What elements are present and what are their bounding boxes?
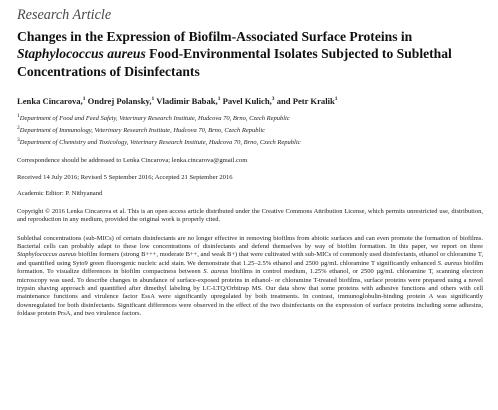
affiliation-list — [17, 112, 483, 148]
abstract-text: biofilms in control medium, 1.25% ethanol, or 2500 µg/mL chloramine T, scanning electron microscopy was used. To describe changes in abundance of surface-exposed proteins in ethanol- or chloramine T-treated biofilms, surface proteins were prepared using a novel trypsin shaving approach and quantified after dimethyl labeling by LC-LTQ/Orbitrap MS. Our data show that some proteins with adhesive functions and others with cell maintenance functions and virulence factor EssA were significantly upregulated by both treatments. In contrast, immunoglobulin-binding protein A was significantly downregulated for both disinfectants. Significant differences were observed in the effect of the two disinfectants on the expression of surface proteins including some adhesins, foldase protein PrsA, and two virulence factors. — [17, 268, 483, 318]
title-text-part1: Changes in the Expression of Biofilm-Associated Surface Proteins in — [17, 29, 413, 44]
affiliation-item — [17, 136, 483, 148]
affiliation-item — [17, 124, 483, 136]
copyright-notice: Copyright © 2016 Lenka Cincarova et al. This is an open access article distributed under the Creative Commons Attribution License, which permits unrestricted use, distribution, and reproduction in any medium, provided the original work is properly cited. — [17, 207, 483, 224]
correspondence-note: Correspondence should be addressed to Lenka Cincarova; lenka.cincarova@gmail.com — [17, 157, 248, 165]
author-name: Pavel Kulich, — [222, 96, 272, 107]
author-name: Vladimir Babak, — [156, 96, 218, 107]
title-text-part2: Food-Environmental Isolates Subjected to Sublethal Concentrations of Disinfectants — [17, 46, 452, 79]
author-affiliation-marker: 1 — [334, 96, 338, 103]
article-title — [17, 28, 483, 80]
abstract-text: biofilm formation. To visualize differences in biofilm compactness between — [17, 259, 483, 276]
author-affiliation-marker: 1 — [217, 96, 221, 103]
affiliation-number: 3 — [17, 137, 20, 144]
affiliation-item — [17, 112, 483, 124]
author-list — [17, 94, 483, 107]
affiliation-text: Department of Chemistry and Toxicology, Veterinary Research Institute, Hudcova 70, Brno, Czech Republic — [19, 139, 301, 147]
publication-dates: Received 14 July 2016; Revised 5 September 2016; Accepted 21 September 2016 — [17, 173, 233, 181]
author-affiliation-marker: 1 — [151, 96, 155, 103]
article-type-label: Research Article — [17, 7, 112, 23]
abstract-species-name: S. aureus — [437, 259, 462, 267]
affiliation-number: 1 — [17, 113, 20, 120]
affiliation-number: 2 — [17, 125, 20, 132]
article-page — [17, 7, 483, 319]
title-species-name: Staphylococcus aureus — [17, 46, 146, 62]
author-name: Ondrej Polansky, — [87, 96, 152, 107]
academic-editor: Academic Editor: P. Nithyanand — [17, 190, 103, 198]
author-name: and Petr Kralik — [276, 96, 335, 107]
abstract-text: biofilm formers (strong B+++, moderate B++, and weak B+) that were cultivated with sub-MICs of commonly used disinfectants, ethanol or chloramine T, and quantified using Syto9 green fluorogenic nucleic acid stain. We demonstrate that 1.25–2.5% ethanol and 2500 µg/mL chloramine T significantly enhanced — [17, 251, 483, 267]
abstract-species-name: S. aureus — [203, 268, 229, 276]
abstract-text: Sublethal concentrations (sub-MICs) of certain disinfectants are no longer effective in removing biofilms from abiotic surfaces and can even promote the formation of biofilms. Bacterial cells can probably adapt to these low concentrations of disinfectants and defend themselves by way of biofilm formation. In this paper, we report on three — [17, 234, 483, 250]
author-affiliation-marker: 3 — [271, 96, 275, 103]
affiliation-text: Department of Food and Feed Safety, Veterinary Research Institute, Hudcova 70, Brno, Czech Republic — [19, 115, 290, 123]
author-affiliation-marker: 1 — [82, 96, 86, 103]
abstract-species-name: Staphylococcus aureus — [17, 251, 77, 259]
author-name: Lenka Cincarova, — [17, 96, 83, 107]
affiliation-text: Department of Immunology, Veterinary Research Institute, Hudcova 70, Brno, Czech Republic — [19, 127, 266, 135]
abstract-paragraph — [17, 235, 483, 319]
